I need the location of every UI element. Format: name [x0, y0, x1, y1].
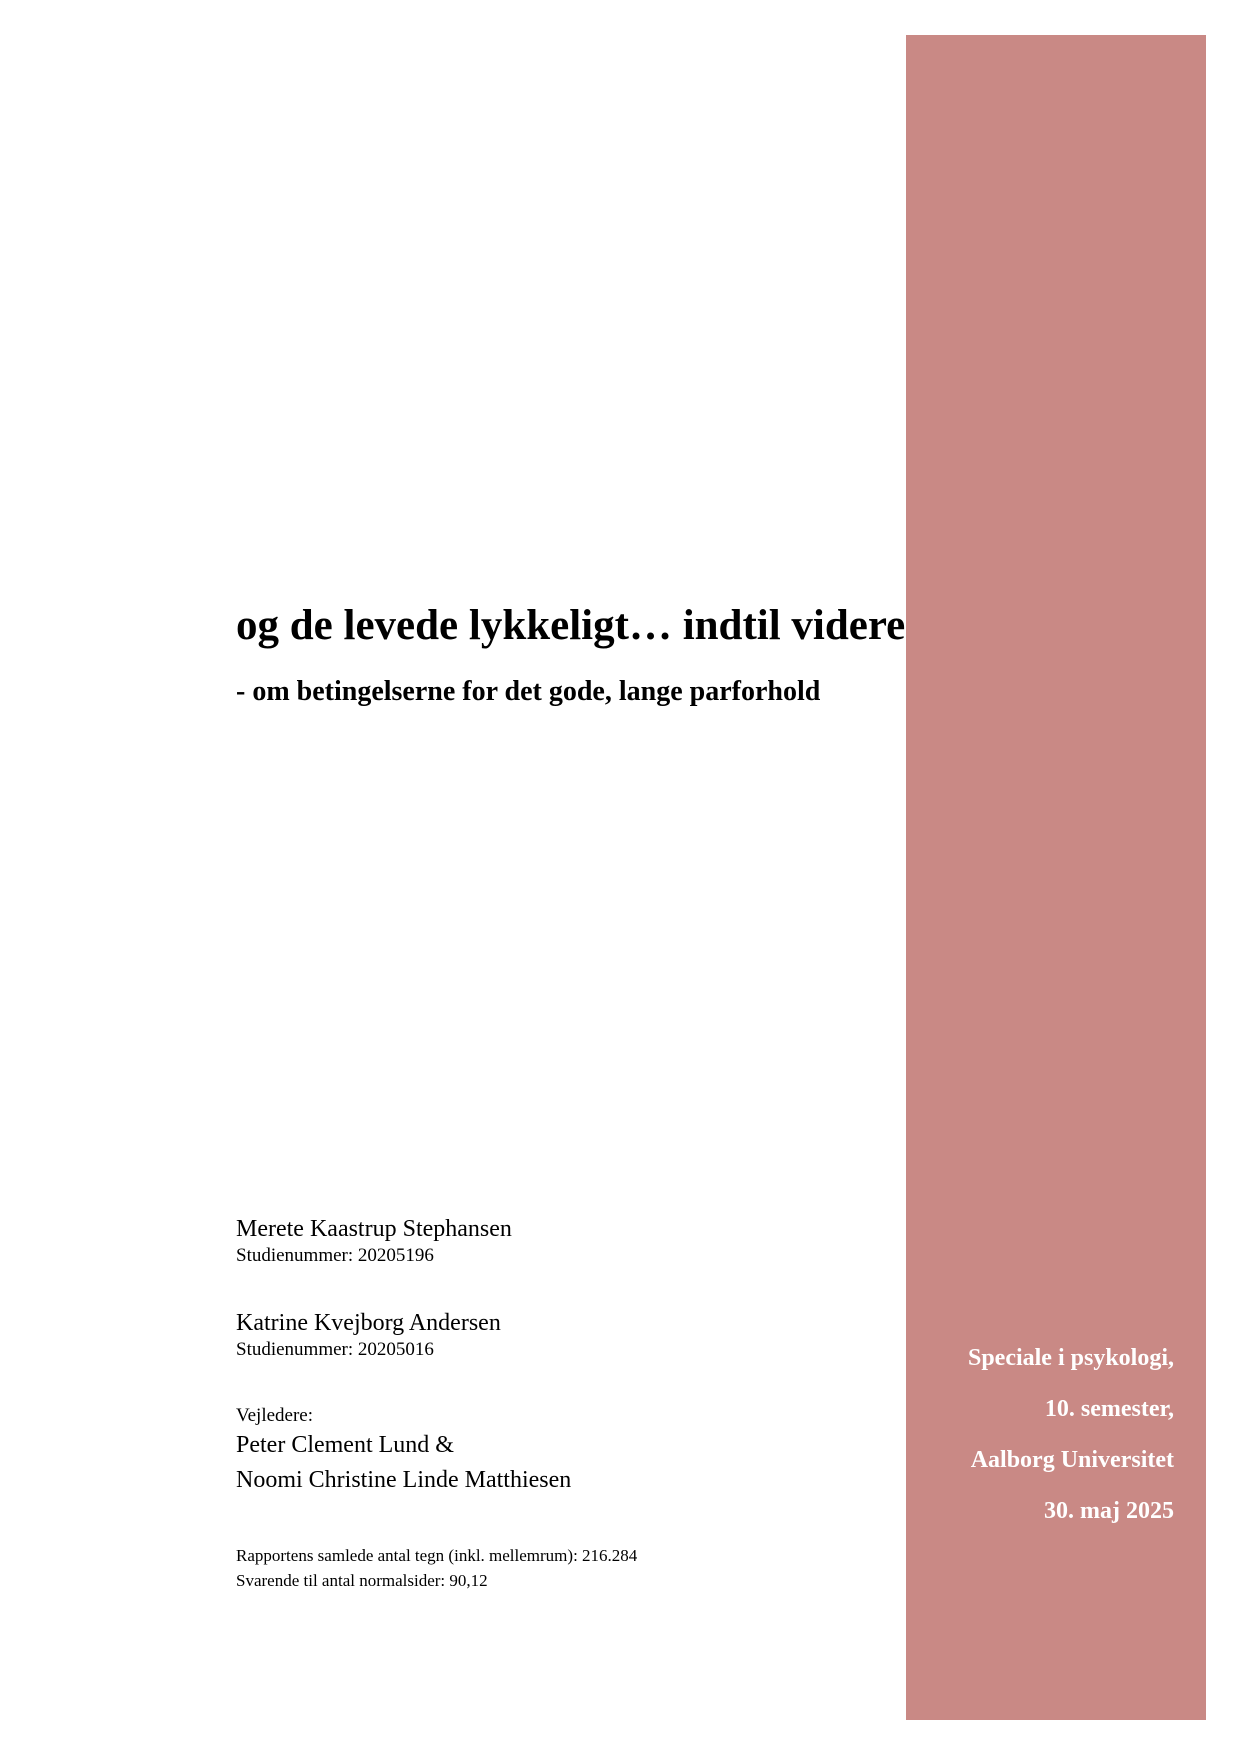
supervisors — [236, 1404, 571, 1495]
university: Aalborg Universitet — [970, 1447, 1174, 1473]
sidebar-panel — [906, 35, 1206, 1720]
student-number: Studienummer: 20205016 — [236, 1339, 434, 1360]
supervisor-name: Peter Clement Lund & — [236, 1432, 454, 1458]
supervisors-label: Vejledere: — [236, 1405, 314, 1426]
student-number: Studienummer: 20205196 — [236, 1245, 434, 1266]
date: 30. maj 2025 — [1044, 1498, 1174, 1524]
thesis-type: Speciale i psykologi, — [967, 1345, 1174, 1371]
page-subtitle: - om betingelserne for det gode, lange parforhold — [236, 676, 821, 707]
author-1 — [236, 1214, 512, 1268]
character-count-block — [236, 1543, 637, 1593]
normal-pages: Svarende til antal normalsider: 90,12 — [236, 1571, 488, 1590]
supervisor-name: Noomi Christine Linde Matthiesen — [236, 1467, 572, 1493]
semester: 10. semester, — [1044, 1396, 1174, 1422]
page-title: og de levede lykkeligt… indtil videre — [236, 602, 906, 649]
author-2 — [236, 1308, 501, 1362]
thesis-info — [968, 1345, 1174, 1549]
author-name: Merete Kaastrup Stephansen — [236, 1216, 512, 1242]
character-count: Rapportens samlede antal tegn (inkl. mellemrum): 216.284 — [236, 1546, 638, 1565]
author-name: Katrine Kvejborg Andersen — [236, 1310, 501, 1336]
